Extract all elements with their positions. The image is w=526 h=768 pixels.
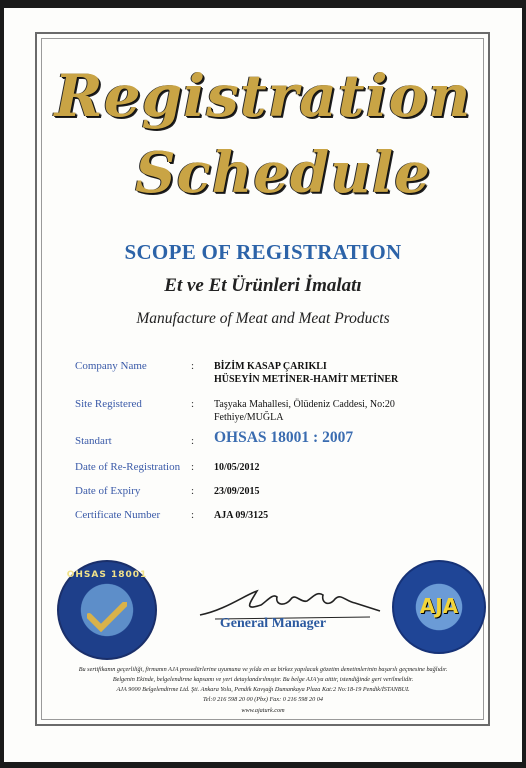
expiry-value: 23/09/2015 (214, 486, 260, 497)
field-colon: : (191, 398, 195, 410)
scope-title: SCOPE OF REGISTRATION (124, 240, 402, 264)
footer-line-4: Tel:0 216 598 20 00 (Pbx) Fax: 0 216 598 20 04 (203, 696, 323, 703)
ohsas-seal-text: OHSAS 18001 (66, 570, 148, 580)
company-name-line2: HÜSEYİN METİNER-HAMİT METİNER (214, 374, 399, 385)
field-colon: : (191, 485, 195, 497)
site-line1: Taşyaka Mahallesi, Ölüdeniz Caddesi, No:20 (214, 399, 395, 410)
field-label: Date of Re-Registration (75, 461, 181, 473)
standard-value: OHSAS 18001 : 2007 (214, 429, 354, 446)
field-colon: : (191, 360, 195, 372)
company-name-line1: BİZİM KASAP ÇARIKLI (214, 361, 327, 372)
footer-line-3: AJA 9000 Belgelendirme Ltd. Şti. Ankara Yolu, Pendik Kavşağı Dumankaya Plaza Kat:2 No:18-19 Pendik/İSTANBUL (116, 686, 410, 693)
footer-website: www.ajaturk.com (241, 707, 285, 714)
footer-line-2: Belgenin Ekinde, belgelendirme kapsamı ve yeri detaylandırılmıştır. Bu belge AJA'ya aittir, istendiğinde geri verilmelidir. (112, 676, 414, 683)
field-colon: : (191, 509, 195, 521)
field-label: Company Name (75, 360, 147, 372)
field-label: Site Registered (75, 398, 142, 410)
field-colon: : (191, 461, 195, 473)
title-schedule: Schedule (135, 140, 431, 206)
title-registration: Registration (54, 62, 472, 130)
re-registration-value: 10/05/2012 (214, 462, 260, 473)
field-colon: : (191, 435, 195, 447)
site-line2: Fethiye/MUĞLA (214, 412, 284, 423)
field-label: Certificate Number (75, 509, 161, 521)
scope-english: Manufacture of Meat and Meat Products (136, 310, 390, 327)
footer-line-1: Bu sertifikanın geçerliliği, firmanın AJA prosedürlerine uyumuna ve yılda en az birkez yapılacak gözetim denetimlerinin başarılı geçmesine bağlıdır. (78, 666, 448, 673)
field-label: Standart (75, 435, 112, 447)
aja-seal-text: AJA (419, 594, 459, 618)
scope-turkish: Et ve Et Ürünleri İmalatı (164, 275, 362, 296)
certificate-number-value: AJA 09/3125 (214, 510, 269, 521)
aja-seal-icon (392, 560, 486, 654)
signatory-title: General Manager (219, 616, 327, 631)
ohsas-seal-icon (57, 560, 157, 660)
field-label: Date of Expiry (75, 485, 141, 497)
